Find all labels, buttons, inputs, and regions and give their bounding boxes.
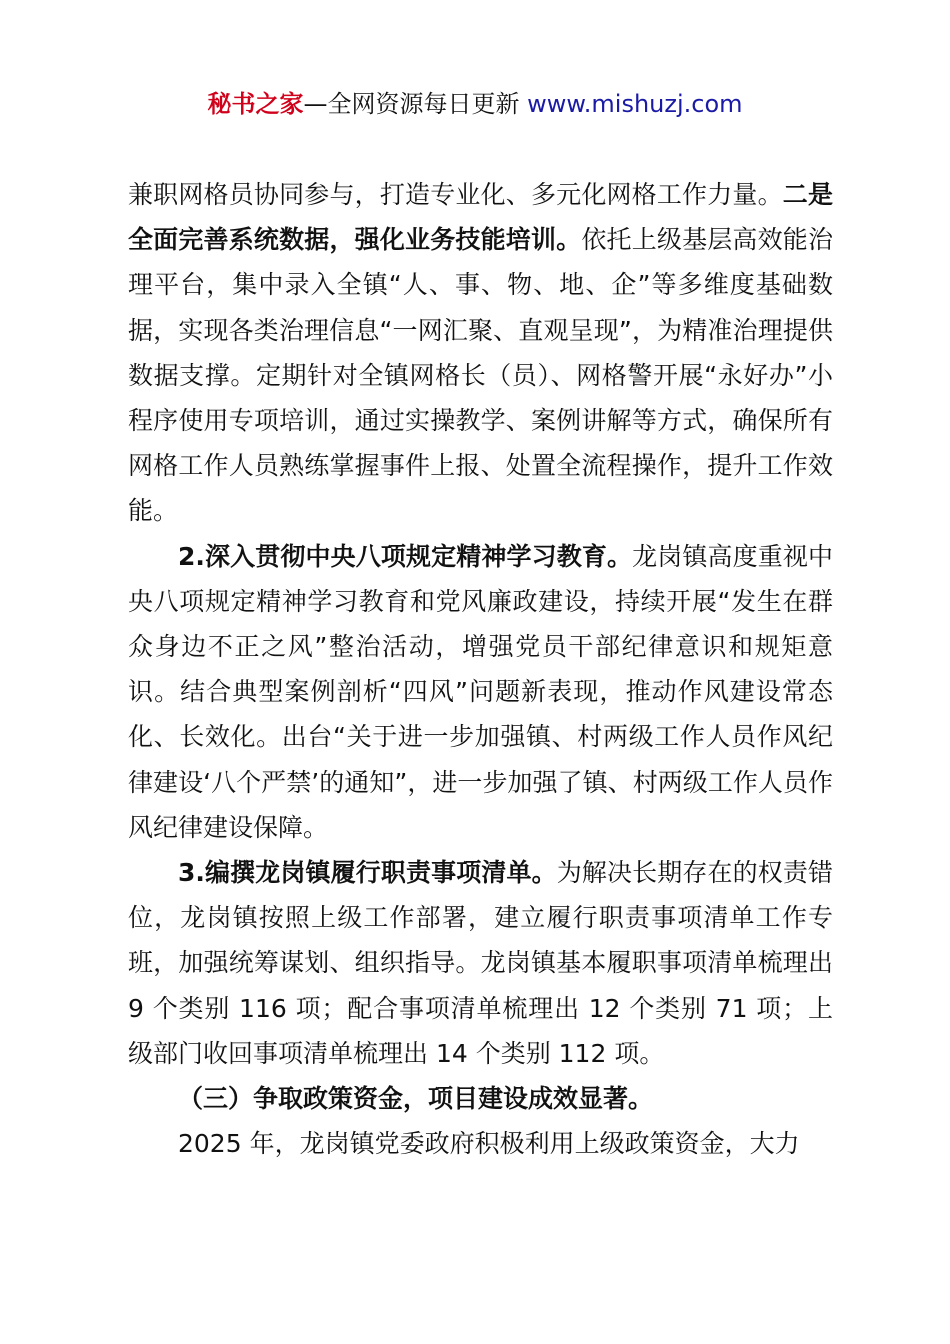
section-heading-text: （三）争取政策资金，项目建设成效显著。 — [178, 1084, 654, 1114]
site-brand: 秘书之家 — [207, 90, 304, 118]
paragraph-3-heading: 3.编撰龙岗镇履行职责事项清单。 — [178, 858, 557, 888]
site-header — [0, 86, 950, 122]
site-url-link[interactable]: www.mishuzj.com — [527, 90, 743, 118]
paragraph-2-text: 龙岗镇高度重视中央八项规定精神学习教育和党风廉政建设，持续开展“发生在群众身边不正之风”整治活动，增强党员干部纪律意识和规矩意识。结合典型案例剖析“四风”问题新表现，推动作风建设常态化、长效化。出台“关于进一步加强镇、村两级工作人员作风纪律建设‘八个严禁’的通知”，进一步加强了镇、村两级工作人员作风纪律建设保障。 — [128, 541, 833, 842]
document-body — [128, 172, 833, 1166]
paragraph-1-lead: 兼职网格员协同参与，打造专业化、多元化网格工作力量。 — [128, 180, 783, 209]
site-tagline: —全网资源每日更新 — [303, 90, 528, 118]
paragraph-2-heading: 2.深入贯彻中央八项规定精神学习教育。 — [178, 541, 633, 571]
paragraph-1-heading: 二是全面完善系统数据，强化业务技能培训。 — [128, 180, 833, 255]
paragraph-1 — [128, 172, 833, 534]
paragraph-3-text: 为解决长期存在的权责错位，龙岗镇按照上级工作部署，建立履行职责事项清单工作专班，加强统筹谋划、组织指导。龙岗镇基本履职事项清单梳理出 9 个类别 116 项；配合事项清单梳理出 12 个类别 71 项；上级部门收回事项清单梳理出 14 个类别 112 项。 — [128, 858, 833, 1068]
paragraph-4 — [128, 1121, 833, 1166]
paragraph-3 — [128, 850, 833, 1076]
section-heading — [128, 1076, 833, 1121]
paragraph-1-text: 依托上级基层高效能治理平台，集中录入全镇“人、事、物、地、企”等多维度基础数据，实现各类治理信息“一网汇聚、直观呈现”，为精准治理提供数据支撑。定期针对全镇网格长（员）、网格警开展“永好办”小程序使用专项培训，通过实操教学、案例讲解等方式，确保所有网格工作人员熟练掌握事件上报、处置全流程操作，提升工作效能。 — [128, 225, 833, 526]
paragraph-2 — [128, 534, 833, 850]
paragraph-4-text: 2025 年，龙岗镇党委政府积极利用上级政策资金，大力 — [178, 1129, 800, 1159]
